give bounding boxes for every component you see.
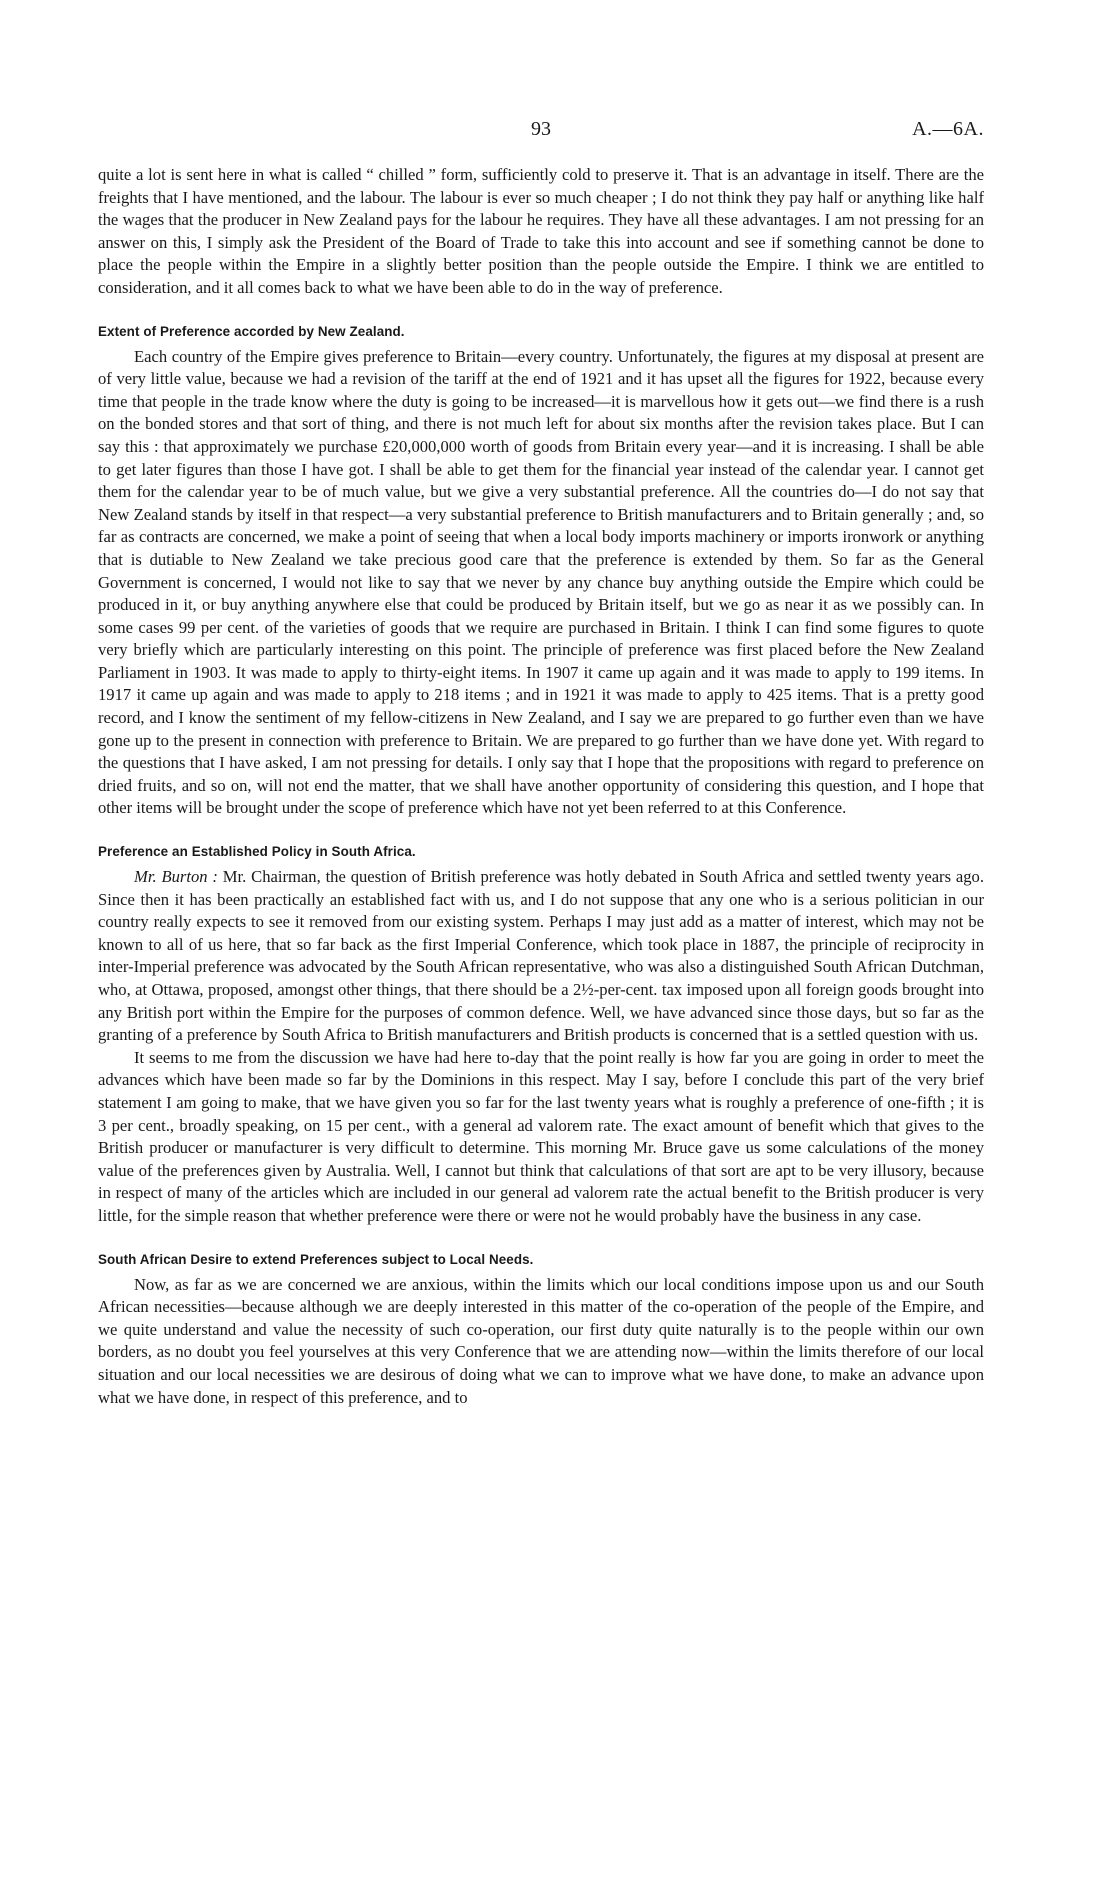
section-south-africa-desire [98,1228,984,1410]
section-continuation [98,164,984,300]
paragraph: Each country of the Empire gives preference to Britain—every country. Unfortunately, the figures at my disposal at present are of very little value, because we had a revision of the tariff at the end of 1921 and it has upset all the figures for 1922, because every time that people in the trade know where the duty is going to be increased—it is marvellous how it gets out—we find there is a rush on the bonded stores and that sort of thing, and there is not much left for about six months after the revision takes place. But I can say this : that approximately we purchase £20,000,000 worth of goods from Britain every year—and it is increasing. I shall be able to get later figures than those I have got. I shall be able to get them for the financial year instead of the calendar year. I cannot get them for the calendar year to be of much value, but we give a very substantial preference. All the countries do—I do not say that New Zealand stands by itself in that respect—a very substantial preference to British manufacturers and to Britain generally ; and, so far as contracts are concerned, we make a point of seeing that when a local body imports machinery or imports ironwork or anything that is dutiable to New Zealand we take precious good care that the preference is extended by them. So far as the General Government is concerned, I would not like to say that we never by any chance buy anything outside the Empire which could be produced in it, or buy anything anywhere else that could be produced by Britain itself, but we go as near it as we possibly can. In some cases 99 per cent. of the varieties of goods that we require are purchased in Britain. I think I can find some figures to quote very briefly which are particularly interesting on this point. The principle of preference was first placed before the New Zealand Parliament in 1903. It was made to apply to thirty-eight items. In 1907 it came up again and it was made to apply to 199 items. In 1917 it came up again and was made to apply to 218 items ; and in 1921 it was made to apply to 425 items. That is a pretty good record, and I know the sentiment of my fellow-citizens in New Zealand, and I say we are prepared to go further even than we have gone up to the present in connection with preference to Britain. We are prepared to go further than we have done yet. With regard to the questions that I have asked, I am not pressing for details. I only say that I hope that the propositions with regard to preference on dried fruits, and so on, will not end the matter, that we shall have another opportunity of considering this question, and I hope that other items will be brought under the scope of preference which have not yet been referred to at this Conference. [98,346,984,818]
section-heading: South African Desire to extend Preferences subject to Local Needs. [98,1251,534,1267]
section-new-zealand-preference [98,300,984,820]
page-header [98,118,984,152]
speaker-name: Mr. Burton : [134,867,218,887]
section-heading: Extent of Preference accorded by New Zealand. [98,323,405,339]
document-page [98,118,984,1409]
paragraph: quite a lot is sent here in what is called “ chilled ” form, sufficiently cold to preserve it. That is an advantage in itself. There are the freights that I have mentioned, and the labour. The labour is ever so much cheaper ; I do not think they pay half or anything like half the wages that the producer in New Zealand pays for the labour he requires. They have all these advantages. I am not pressing for an answer on this, I simply ask the President of the Board of Trade to take this into account and see if something cannot be done to place the people within the Empire in a slightly better position than the people outside the Empire. I think we are entitled to consideration, and it all comes back to what we have been able to do in the way of preference. [98,165,984,297]
paragraph: It seems to me from the discussion we have had here to-day that the point really is how far you are going in order to meet the advances which have been made so far by the Dominions in this respect. May I say, before I conclude this part of the very brief statement I am going to make, that we have given you so far for the last twenty years what is roughly a preference of one-fifth ; it is 3 per cent., broadly speaking, on 15 per cent., with a general ad valorem rate. The exact amount of benefit which that gives to the British producer or manufacturer is very difficult to determine. This morning Mr. Bruce gave us some calculations of the money value of the preferences given by Australia. Well, I cannot but think that calculations of that sort are apt to be very illusory, because in respect of many of the articles which are included in our general ad valorem rate the actual benefit to the British producer is very little, for the simple reason that whether preference were there or were not he would probably have the business in any case. [98,1047,984,1225]
paragraph [98,866,984,1047]
paragraph: Now, as far as we are concerned we are anxious, within the limits which our local conditions impose upon us and our South African necessities—because although we are deeply interested in this matter of the co-operation of the people of the Empire, and we quite understand and value the necessity of such co-operation, our first duty quite naturally is to the people within our own borders, as no doubt you feel yourselves at this very Conference that we are attending now—within the limits therefore of our local situation and our local necessities we are desirous of doing what we can to improve what we have done, to make an advance upon what we have done, in respect of this preference, and to [98,1274,984,1407]
paragraph-body: Mr. Chairman, the question of British preference was hotly debated in South Africa and settled twenty years ago. Since then it has been practically an established fact with us, and I do not suppose that any one who is a serious politician in our country really expects to see it removed from our existing system. Perhaps I may just add as a matter of interest, which may not be known to all of us here, that so far back as the first Imperial Conference, which took place in 1887, the principle of reciprocity in inter-Imperial preference was advocated by the South African representative, who was also a distinguished South African Dutchman, who, at Ottawa, proposed, amongst other things, that there should be a 2½-per-cent. tax imposed upon all foreign goods brought into any British port within the Empire for the purposes of common defence. Well, we have advanced since those days, but so far as the granting of a preference by South Africa to British manufacturers and British products is concerned that is a settled question with us. [98,867,984,1045]
document-reference: A.—6A. [912,118,984,140]
section-south-africa-policy [98,820,984,1228]
section-heading: Preference an Established Policy in South Africa. [98,844,416,860]
page-number: 93 [531,118,551,140]
